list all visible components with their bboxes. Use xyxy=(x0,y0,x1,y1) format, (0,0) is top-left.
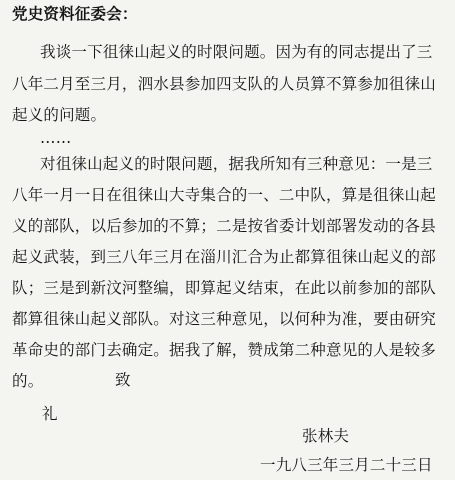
addressee: 党史资料征委会： xyxy=(12,4,138,23)
paragraph2-line8: 的。 xyxy=(12,372,44,390)
date: 一九八三年三月二十三日 xyxy=(260,456,433,474)
paragraph2-line4: 起义武装，到三八年三月在淄川汇合为止都算徂徕山起义的部 xyxy=(12,248,436,266)
paragraph2-line1: 对徂徕山起义的时限问题，据我所知有三种意见：一是三 xyxy=(40,155,433,173)
paragraph2-line5: 队；三是到新汶河整编，即算起义结束，在此以前参加的部队 xyxy=(12,279,436,297)
paragraph2-line7: 革命史的部门去确定。据我了解，赞成第二种意见的人是较多 xyxy=(12,341,436,359)
ellipsis: …… xyxy=(40,129,72,147)
paragraph1-line2: 八年二月至三月，泗水县参加四支队的人员算不算参加徂徕山 xyxy=(12,75,436,93)
closing-li: 礼 xyxy=(42,405,58,423)
closing-zhi: 致 xyxy=(115,371,131,389)
paragraph1-line1: 我谈一下徂徕山起义的时限问题。因为有的同志提出了三 xyxy=(40,43,433,61)
paragraph2-line3: 义的部队，以后参加的不算；二是按省委计划部署发动的各县 xyxy=(12,217,436,235)
signature: 张林夫 xyxy=(302,427,350,445)
paragraph2-line2: 八年一月一日在徂徕山大寺集合的一、二中队，算是徂徕山起 xyxy=(12,186,436,204)
paragraph1-line3: 起义的问题。 xyxy=(12,106,107,124)
paragraph2-line6: 都算徂徕山起义部队。对这三种意见，以何种为准，要由研究 xyxy=(12,310,436,328)
